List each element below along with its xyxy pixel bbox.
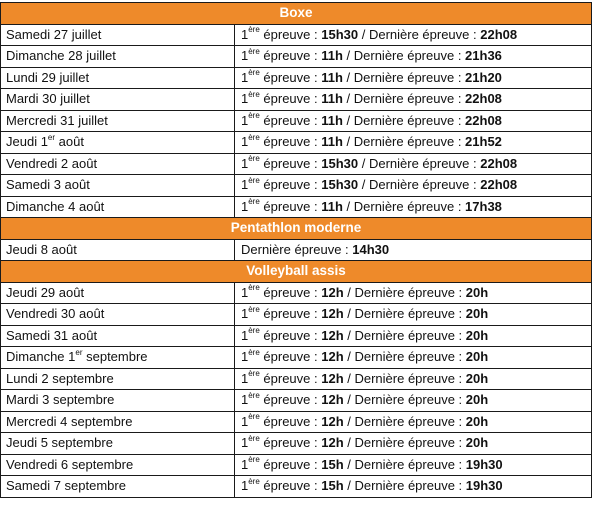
table-row: [1, 282, 592, 304]
last-event-time: 14h30: [352, 241, 390, 257]
first-event-prefix: 1: [241, 370, 249, 386]
last-event-time: 19h30: [465, 478, 503, 494]
schedule-cell: [235, 89, 592, 111]
schedule-cell: [235, 368, 592, 390]
day-cell: [1, 196, 235, 218]
last-event-label: / Dernière épreuve :: [343, 413, 466, 429]
schedule-cell: [235, 153, 592, 175]
first-event-label: épreuve :: [259, 134, 322, 150]
day-label: Samedi 7 septembre: [6, 478, 126, 494]
first-event-superscript: ère: [248, 175, 260, 185]
table-row: [1, 368, 592, 390]
last-event-label: / Dernière épreuve :: [342, 91, 466, 107]
first-event-superscript: ère: [248, 433, 260, 443]
first-event-time: 15h: [321, 456, 344, 472]
last-event-label: / Dernière épreuve :: [343, 306, 466, 322]
section-header-row: [1, 3, 592, 25]
day-cell: [1, 89, 235, 111]
schedule-cell: [235, 175, 592, 197]
last-event-time: 20h: [465, 392, 489, 408]
first-event-time: 15h30: [321, 155, 359, 171]
first-event-label: épreuve :: [259, 91, 322, 107]
first-event-superscript: ère: [248, 111, 260, 121]
day-cell: [1, 347, 235, 369]
first-event-time: 12h: [321, 349, 344, 365]
day-label: Jeudi 5 septembre: [6, 435, 113, 451]
last-event-label: / Dernière épreuve :: [358, 177, 481, 193]
day-cell: [1, 282, 235, 304]
table-row: [1, 24, 592, 46]
section-header-row: [1, 261, 592, 283]
first-event-prefix: 1: [241, 198, 249, 214]
last-event-time: 20h: [465, 370, 489, 386]
last-event-label: / Dernière épreuve :: [343, 284, 466, 300]
schedule-cell: [235, 325, 592, 347]
first-event-prefix: 1: [241, 112, 249, 128]
first-event-time: 12h: [321, 327, 344, 343]
schedule-cell: [235, 239, 592, 261]
day-cell: [1, 175, 235, 197]
first-event-superscript: ère: [248, 304, 260, 314]
table-row: [1, 239, 592, 261]
day-label: Samedi 31 août: [6, 327, 98, 343]
first-event-prefix: 1: [241, 456, 249, 472]
last-event-label: Dernière épreuve :: [241, 241, 353, 257]
last-event-label: / Dernière épreuve :: [342, 69, 466, 85]
table-row: [1, 175, 592, 197]
first-event-time: 12h: [321, 392, 344, 408]
first-event-time: 11h: [321, 134, 343, 150]
table-row: [1, 433, 592, 455]
last-event-time: 19h30: [465, 456, 503, 472]
section-title: Volleyball assis: [1, 261, 592, 283]
last-event-time: 22h08: [480, 155, 518, 171]
table-row: [1, 325, 592, 347]
last-event-label: / Dernière épreuve :: [343, 327, 466, 343]
first-event-label: épreuve :: [259, 177, 322, 193]
table-row: [1, 153, 592, 175]
first-event-time: 12h: [321, 284, 344, 300]
table-row: [1, 196, 592, 218]
day-label: Vendredi 6 septembre: [6, 456, 134, 472]
first-event-label: épreuve :: [259, 349, 322, 365]
first-event-prefix: 1: [241, 177, 249, 193]
schedule-table: [0, 2, 592, 498]
first-event-prefix: 1: [241, 69, 249, 85]
schedule-cell: [235, 433, 592, 455]
last-event-label: / Dernière épreuve :: [342, 48, 466, 64]
first-event-time: 15h: [321, 478, 344, 494]
first-event-time: 15h30: [321, 177, 359, 193]
day-label: Mardi 30 juillet: [6, 91, 90, 107]
schedule-cell: [235, 454, 592, 476]
last-event-time: 22h08: [465, 112, 502, 128]
first-event-superscript: ère: [248, 326, 260, 336]
day-cell: [1, 67, 235, 89]
first-event-superscript: ère: [248, 46, 260, 56]
first-event-prefix: 1: [241, 327, 249, 343]
first-event-superscript: ère: [248, 197, 260, 207]
last-event-time: 17h38: [465, 198, 502, 214]
last-event-label: / Dernière épreuve :: [343, 478, 466, 494]
first-event-label: épreuve :: [259, 112, 322, 128]
last-event-time: 22h08: [480, 177, 518, 193]
last-event-time: 22h08: [465, 91, 502, 107]
first-event-prefix: 1: [241, 435, 249, 451]
first-event-prefix: 1: [241, 478, 249, 494]
first-event-label: épreuve :: [259, 284, 322, 300]
section-title: Boxe: [1, 3, 592, 25]
first-event-time: 15h30: [321, 26, 359, 42]
first-event-prefix: 1: [241, 48, 249, 64]
day-cell: [1, 411, 235, 433]
last-event-label: / Dernière épreuve :: [343, 456, 466, 472]
day-label: Lundi 29 juillet: [6, 69, 90, 85]
first-event-time: 11h: [321, 198, 343, 214]
first-event-superscript: ère: [248, 25, 260, 35]
schedule-cell: [235, 67, 592, 89]
schedule-cell: [235, 46, 592, 68]
first-event-time: 11h: [321, 91, 343, 107]
last-event-time: 20h: [465, 327, 489, 343]
first-event-time: 11h: [321, 69, 343, 85]
first-event-prefix: 1: [241, 134, 249, 150]
first-event-label: épreuve :: [259, 69, 322, 85]
day-cell: [1, 110, 235, 132]
first-event-prefix: 1: [241, 26, 249, 42]
last-event-label: / Dernière épreuve :: [342, 134, 466, 150]
section-header-row: [1, 218, 592, 240]
schedule-cell: [235, 132, 592, 154]
schedule-cell: [235, 476, 592, 498]
first-event-prefix: 1: [241, 91, 249, 107]
first-event-superscript: ère: [248, 369, 260, 379]
first-event-label: épreuve :: [259, 306, 322, 322]
table-row: [1, 454, 592, 476]
day-label: Jeudi 29 août: [6, 284, 85, 300]
schedule-cell: [235, 282, 592, 304]
first-event-superscript: ère: [248, 283, 260, 293]
day-cell: [1, 304, 235, 326]
table-row: [1, 390, 592, 412]
first-event-label: épreuve :: [259, 198, 322, 214]
schedule-cell: [235, 347, 592, 369]
first-event-prefix: 1: [241, 284, 249, 300]
day-label: Mercredi 4 septembre: [6, 413, 133, 429]
first-event-label: épreuve :: [259, 435, 322, 451]
day-cell: [1, 476, 235, 498]
day-ordinal-suffix: er: [75, 347, 83, 357]
last-event-time: 20h: [465, 413, 489, 429]
day-label: Vendredi 2 août: [6, 155, 98, 171]
last-event-label: / Dernière épreuve :: [342, 112, 466, 128]
day-cell: [1, 390, 235, 412]
day-label: Jeudi 8 août: [6, 241, 77, 257]
day-cell: [1, 433, 235, 455]
first-event-prefix: 1: [241, 155, 249, 171]
day-cell: [1, 368, 235, 390]
last-event-label: / Dernière épreuve :: [343, 370, 466, 386]
day-cell: [1, 325, 235, 347]
day-cell: [1, 239, 235, 261]
table-row: [1, 476, 592, 498]
first-event-superscript: ère: [248, 455, 260, 465]
table-row: [1, 411, 592, 433]
first-event-label: épreuve :: [259, 155, 322, 171]
last-event-label: / Dernière épreuve :: [343, 349, 466, 365]
table-row: [1, 110, 592, 132]
day-cell: [1, 132, 235, 154]
schedule-cell: [235, 196, 592, 218]
schedule-cell: [235, 304, 592, 326]
first-event-superscript: ère: [248, 89, 260, 99]
first-event-superscript: ère: [248, 132, 260, 142]
first-event-label: épreuve :: [259, 478, 322, 494]
day-ordinal-suffix: er: [47, 132, 56, 142]
first-event-time: 12h: [321, 306, 344, 322]
schedule-cell: [235, 110, 592, 132]
day-label-rest: août: [55, 134, 84, 150]
last-event-label: / Dernière épreuve :: [358, 155, 481, 171]
first-event-label: épreuve :: [259, 456, 322, 472]
last-event-time: 22h08: [480, 26, 518, 42]
schedule-table-body: [1, 3, 592, 498]
first-event-time: 11h: [321, 112, 343, 128]
first-event-prefix: 1: [241, 349, 249, 365]
last-event-time: 21h52: [465, 134, 502, 150]
first-event-superscript: ère: [248, 154, 260, 164]
schedule-cell: [235, 24, 592, 46]
schedule-cell: [235, 390, 592, 412]
first-event-superscript: ère: [248, 476, 260, 486]
last-event-label: / Dernière épreuve :: [343, 435, 466, 451]
last-event-time: 20h: [465, 349, 489, 365]
last-event-time: 20h: [465, 306, 489, 322]
first-event-time: 12h: [321, 413, 344, 429]
day-label: Vendredi 30 août: [6, 306, 105, 322]
last-event-time: 21h20: [465, 69, 502, 85]
day-label: Mercredi 31 juillet: [6, 112, 108, 128]
first-event-superscript: ère: [248, 347, 260, 357]
day-cell: [1, 24, 235, 46]
day-cell: [1, 153, 235, 175]
first-event-time: 12h: [321, 435, 344, 451]
table-row: [1, 132, 592, 154]
first-event-prefix: 1: [241, 413, 249, 429]
section-title: Pentathlon moderne: [1, 218, 592, 240]
first-event-superscript: ère: [248, 412, 260, 422]
last-event-label: / Dernière épreuve :: [342, 198, 466, 214]
last-event-label: / Dernière épreuve :: [358, 26, 481, 42]
table-row: [1, 347, 592, 369]
last-event-time: 20h: [465, 284, 489, 300]
first-event-label: épreuve :: [259, 26, 322, 42]
first-event-label: épreuve :: [259, 327, 322, 343]
first-event-prefix: 1: [241, 306, 249, 322]
table-row: [1, 304, 592, 326]
day-label: Lundi 2 septembre: [6, 370, 114, 386]
first-event-label: épreuve :: [259, 370, 322, 386]
last-event-label: / Dernière épreuve :: [343, 392, 466, 408]
day-label: Dimanche 28 juillet: [6, 48, 116, 64]
first-event-time: 12h: [321, 370, 344, 386]
day-label: Dimanche 1: [6, 349, 76, 365]
day-label-rest: septembre: [82, 349, 148, 365]
day-label: Dimanche 4 août: [6, 198, 105, 214]
first-event-superscript: ère: [248, 390, 260, 400]
day-label: Samedi 3 août: [6, 177, 90, 193]
first-event-prefix: 1: [241, 392, 249, 408]
table-row: [1, 67, 592, 89]
last-event-time: 21h36: [465, 48, 502, 64]
first-event-label: épreuve :: [259, 48, 322, 64]
table-row: [1, 46, 592, 68]
last-event-time: 20h: [465, 435, 489, 451]
first-event-time: 11h: [321, 48, 343, 64]
day-cell: [1, 454, 235, 476]
day-cell: [1, 46, 235, 68]
first-event-label: épreuve :: [259, 413, 322, 429]
schedule-cell: [235, 411, 592, 433]
day-label: Jeudi 1: [6, 134, 48, 150]
day-label: Samedi 27 juillet: [6, 26, 102, 42]
first-event-superscript: ère: [248, 68, 260, 78]
table-row: [1, 89, 592, 111]
day-label: Mardi 3 septembre: [6, 392, 115, 408]
first-event-label: épreuve :: [259, 392, 322, 408]
